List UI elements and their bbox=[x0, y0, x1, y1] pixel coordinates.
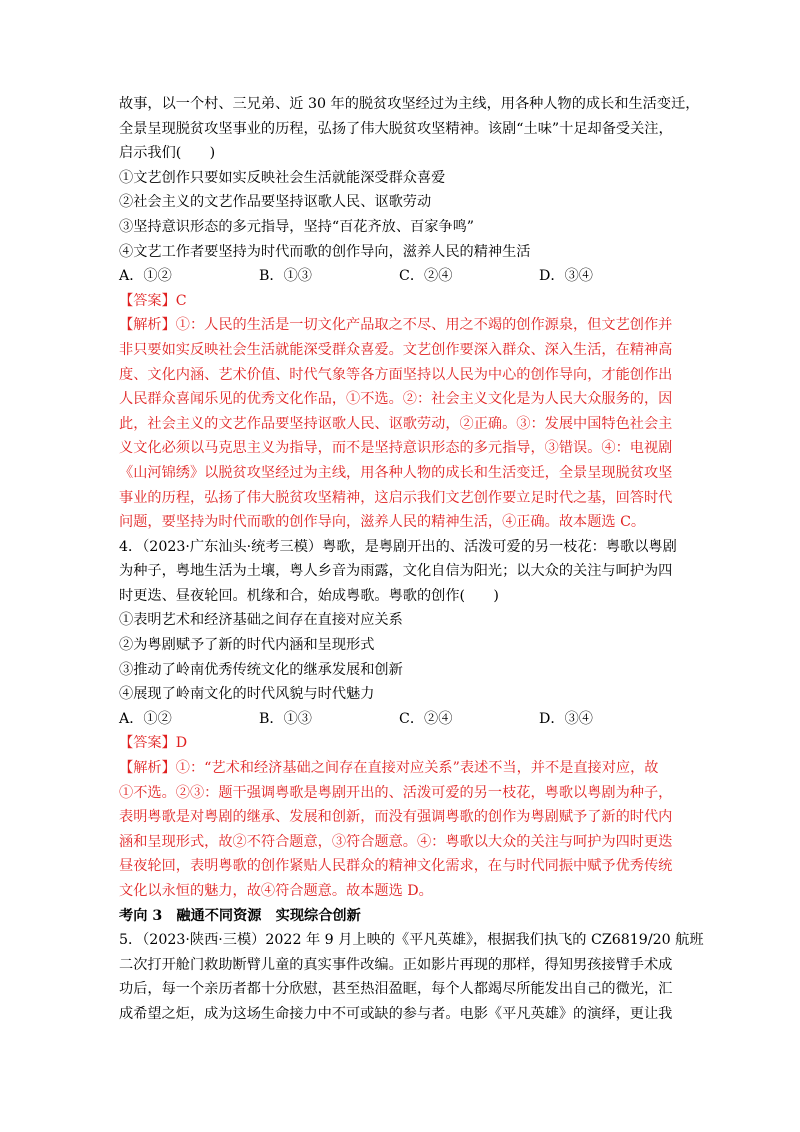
option-d: D．③④ bbox=[539, 268, 593, 285]
question-stem-line: 功后，每一个亲历者都十分欣慰，甚至热泪盈眶，每个人都竭尽所能发出自己的微光，汇 bbox=[119, 981, 673, 998]
statement-item: ①文艺创作只要如实反映社会生活就能深受群众喜爱 bbox=[119, 169, 446, 186]
statement-item: ②社会主义的文艺作品要坚持讴歌人民、讴歌劳动 bbox=[119, 194, 432, 211]
statement-item: ③推动了岭南优秀传统文化的继承发展和创新 bbox=[119, 661, 403, 678]
analysis-line: 文化以永恒的魅力，故④符合题意。故本题选 D。 bbox=[119, 883, 433, 899]
option-a: A．①② bbox=[119, 268, 172, 285]
analysis-line: 昼夜轮回，表明粤歌的创作紧贴人民群众的精神文化需求，在与时代同振中赋予优秀传统 bbox=[119, 858, 673, 875]
question-stem-line: 时更迭、昼夜轮回。机缘和合，始成粤歌。粤歌的创作( ) bbox=[119, 587, 499, 604]
question-stem-line: 4．（2023·广东汕头·统考三模）粤歌，是粤剧开出的、活泼可爱的另一枝花：粤歌以粤剧 bbox=[119, 538, 677, 555]
document-page bbox=[119, 92, 704, 1027]
statement-item: ②为粤剧赋予了新的时代内涵和呈现形式 bbox=[119, 637, 375, 654]
answer-options bbox=[119, 264, 699, 289]
question-stem-line: 5．（2023·陕西·三模）2022 年 9 月上映的《平凡英雄》，根据我们执飞的 CZ6819/20 航班 bbox=[119, 932, 704, 949]
answer-label: 【答案】C bbox=[119, 292, 187, 309]
answer-label: 【答案】D bbox=[119, 735, 188, 752]
option-c: C．②④ bbox=[399, 268, 453, 285]
option-d: D．③④ bbox=[539, 710, 593, 727]
analysis-line: 《山河锦绣》以脱贫攻坚经过为主线，用各种人物的成长和生活变迁，全景呈现脱贫攻坚 bbox=[119, 464, 673, 481]
question-stem-line: 成希望之炬，成为这场生命接力中不可或缺的参与者。电影《平凡英雄》的演绎，更让我 bbox=[119, 1005, 673, 1022]
question-stem-line: 故事，以一个村、三兄弟、近 30 年的脱贫攻坚经过为主线，用各种人物的成长和生活变迁， bbox=[119, 96, 700, 112]
answer-options bbox=[119, 707, 699, 732]
option-c: C．②④ bbox=[399, 710, 453, 727]
question-stem-line: 为种子，粤地生活为土壤，粤人乡音为雨露，文化自信为阳光；以大众的关注与呵护为四 bbox=[119, 563, 673, 580]
question-5 bbox=[119, 928, 704, 1026]
section-heading: 考向 3 融通不同资源 实现综合创新 bbox=[119, 907, 361, 924]
analysis-line: 义文化必须以马克思主义为指导，而不是坚持意识形态的多元指导，③错误。④：电视剧 bbox=[119, 440, 673, 457]
analysis-line: 问题，要坚持为时代而歌的创作导向，滋养人民的精神生活，④正确。故本题选 C。 bbox=[119, 514, 646, 531]
analysis-line: 【解析】①：“艺术和经济基础之间存在直接对应关系”表述不当，并不是直接对应，故 bbox=[119, 760, 659, 777]
analysis-line: 涵和呈现形式，故②不符合题意，③符合题意。④：粤歌以大众的关注与呵护为四时更迭 bbox=[119, 833, 673, 850]
analysis-line: 此，社会主义的文艺作品要坚持讴歌人民、讴歌劳动，②正确。③：发展中国特色社会主 bbox=[119, 415, 673, 432]
statement-item: ①表明艺术和经济基础之间存在直接对应关系 bbox=[119, 612, 403, 629]
analysis-line: 表明粤歌是对粤剧的继承、发展和创新，而没有强调粤歌的创作为粤剧赋予了新的时代内 bbox=[119, 809, 673, 826]
question-stem-line: 启示我们( ) bbox=[119, 145, 216, 162]
option-b: B．①③ bbox=[259, 710, 312, 727]
analysis-line: 【解析】①：人民的生活是一切文化产品取之不尽、用之不竭的创作源泉，但文艺创作并 bbox=[119, 317, 673, 334]
statement-item: ③坚持意识形态的多元指导，坚持“百花齐放、百家争鸣” bbox=[119, 218, 475, 235]
analysis-line: 度、文化内涵、艺术价值、时代气象等各方面坚持以人民为中心的创作导向，才能创作出 bbox=[119, 366, 673, 383]
question-stem-line: 全景呈现脱贫攻坚事业的历程，弘扬了伟大脱贫攻坚精神。该剧“土味”十足却备受关注， bbox=[119, 120, 673, 137]
option-a: A．①② bbox=[119, 710, 172, 727]
question-stem-line: 二次打开舱门救助断臂儿童的真实事件改编。正如影片再现的那样，得知男孩接臂手术成 bbox=[119, 956, 673, 973]
analysis-line: ①不选。②③：题干强调粤歌是粤剧开出的、活泼可爱的另一枝花，粤歌以粤剧为种子， bbox=[119, 784, 673, 801]
question-3 bbox=[119, 92, 699, 535]
statement-item: ④文艺工作者要坚持为时代而歌的创作导向，滋养人民的精神生活 bbox=[119, 243, 531, 260]
statement-item: ④展现了岭南文化的时代风貌与时代魅力 bbox=[119, 686, 375, 703]
analysis-line: 事业的历程，弘扬了伟大脱贫攻坚精神，这启示我们文艺创作要立足时代之基，回答时代 bbox=[119, 489, 673, 506]
analysis-line: 人民群众喜闻乐见的优秀文化作品，①不选。②：社会主义文化是为人民大众服务的，因 bbox=[119, 391, 673, 408]
option-b: B．①③ bbox=[259, 268, 312, 285]
analysis-line: 非只要如实反映社会生活就能深受群众喜爱。文艺创作要深入群众、深入生活，在精神高 bbox=[119, 341, 673, 358]
question-4 bbox=[119, 535, 699, 904]
